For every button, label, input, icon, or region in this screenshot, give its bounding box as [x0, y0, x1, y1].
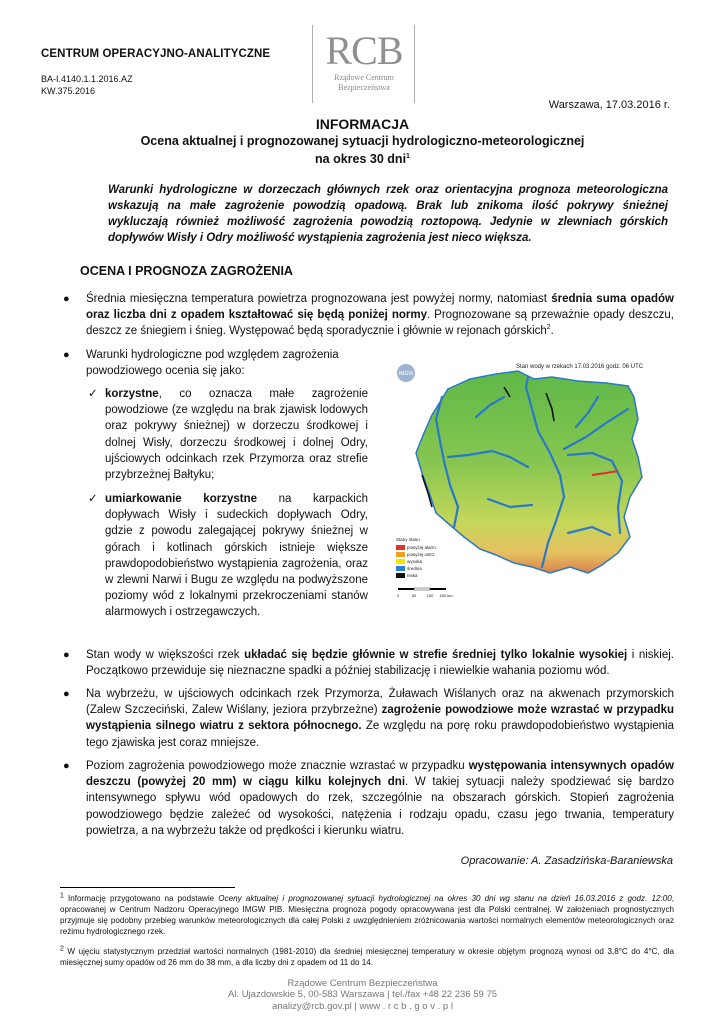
- rcb-logo: [312, 25, 415, 105]
- bullet5-text-c: . W takiej sytuacji należy spodziewać się bardzo intensywnego spływu wód opadowych do rzek, szczególnie na obszarach górskich. Stopień zagrożenia powodziowego będzie zależeć od wysokości, natężenia i rodzaju opadu, czasu jego trwania, temperatury powietrza, a na wybrzeżu także od prędkości i kierunku wiatru.: [86, 776, 674, 837]
- bullet-dot: ●: [63, 760, 70, 772]
- scale-segment-2: [414, 588, 430, 590]
- lead-paragraph: Warunki hydrologiczne w dorzeczach głównych rzek oraz orientacyjna prognoza meteorologiczna wskazują na małe zagrożenie powodzią opadową. Brak lub znikoma ilość pokrywy śnieżnej wykluczają również możliwość zagrożenia powodzią roztopową. Jedynie w zlewniach górskich dopływów Wisły i Odry możliwość wystąpienia zagrożenia jest nieco większa.: [108, 184, 668, 244]
- bullet-hydro-conditions: [63, 347, 366, 379]
- legend-label-medium: średnia: [407, 566, 422, 571]
- footnote-2: [60, 946, 674, 968]
- scale-label-50: 50: [411, 593, 417, 598]
- bullet-intense-rain: [63, 758, 674, 839]
- bullet-water-levels: [63, 647, 674, 679]
- org-name: CENTRUM OPERACYJNO-ANALITYCZNE: [41, 48, 271, 60]
- legend-swatch-high: [396, 559, 405, 564]
- legend-swatch-low: [396, 573, 405, 578]
- doc-subtitle-2-text: na okres 30 dni: [315, 152, 407, 166]
- check-item-favourable: [88, 386, 368, 483]
- logo-sub-1: Rządowe Centrum: [334, 73, 394, 82]
- document-date: Warszawa, 17.03.2016 r.: [548, 99, 670, 111]
- bullet-dot: ●: [63, 649, 70, 661]
- section-title: OCENA I PROGNOZA ZAGROŻENIA: [80, 264, 293, 278]
- bullet4-text-a: Na wybrzeżu, w ujściowych odcinkach rzek Przymorza, Żuławach Wiślanych oraz na akwenach przymorskich (Zalew Szczeciński, Zalew Wiślany, jeziora przybrzeżne): [86, 688, 674, 717]
- legend-swatch-medium: [396, 566, 405, 571]
- bullet3-text-a: Stan wody w większości rzek: [86, 649, 245, 661]
- bullet-dot: ●: [63, 349, 70, 361]
- scale-label-0: 0: [396, 593, 400, 598]
- legend-swatch-alarm: [396, 545, 405, 550]
- logo-letters: [320, 27, 408, 74]
- check1-text: , co oznacza małe zagrożenie powodziowe (ze względu na brak zjawisk lodowych oraz pokrywy śnieżnej) w dorzeczu środkowej i dolnej Wisły, dorzeczu środkowej i dolnej Odry, ujściowych odcinkach rzek Przymorza oraz strefie przybrzeżnej Bałtyku;: [105, 388, 368, 482]
- check2-bold: umiarkowanie korzystne: [105, 493, 257, 505]
- bullet1-text-bold: średnia suma opadów oraz liczba dni z opadem kształtować się będą poniżej normy: [86, 293, 674, 322]
- bullet-dot: ●: [63, 688, 70, 700]
- scale-segment-1: [398, 588, 414, 590]
- footnote-2-text: W ujęciu statystycznym przedział wartości normalnych (1981-2010) dla średniej miesięcznej temperatury w okresie objętym prognozą wynosi od 3,8°C do 4°C, dla miesięcznej sumy opadów od 26 mm do 38 mm, a dla liczby dni z opadem od 11 do 14.: [60, 947, 674, 967]
- footnote-1: [60, 893, 674, 937]
- footnote-2-number: 2: [60, 945, 64, 953]
- ref-line-2: KW.375.2016: [41, 86, 96, 96]
- scale-label-100: 100: [426, 593, 434, 598]
- map-title: Stan wody w rzekach 17.03.2016 godz. 06 UTC: [516, 364, 644, 370]
- legend-label-warning: powyżej ostrz.: [407, 552, 436, 557]
- bullet1-text-c: . Prognozowane są przeważnie opady deszczu, deszcz ze śniegiem i śnieg. Występować będą sporadycznie i głównie w rejonach górskich: [86, 309, 674, 338]
- footnote-ref-1[interactable]: 1: [406, 152, 410, 160]
- footnote-1-text-c: , opracowanej w Centrum Nadzoru Operacyjnego IMGW PIB. Miesięczna prognoza pogody opracowywana jest dla Polski centralnej. W założeniach prognostycznych przyjmuje się podobny przebieg warunków meteorologicznych dla całej Polski z uwzględnieniem zróżnicowania wartości normalnych elementów meteorologicznych oraz reżimu hydrologicznego rzek.: [60, 894, 674, 936]
- bullet-coast: [63, 686, 675, 751]
- check2-text: na karpackich dopływach Wisły i sudeckich dopływach Odry, gdzie z powodu zalegającej pokrywy śnieżnej w górach i kotlinach górskich istnieje większe prawdopodobieństwo wystąpienia zagrożenia, oraz w zlewni Narwi i Bugu ze względu na podwyższone poziomy wód z lokalnymi przekroczeniami stanów alarmowych i ostrzegawczych.: [105, 493, 368, 619]
- doc-title: INFORMACJA: [315, 116, 410, 132]
- legend-label-low: niska: [407, 573, 418, 578]
- bullet5-text-a: Poziom zagrożenia powodziowego może znacznie wzrastać w przypadku: [86, 760, 469, 772]
- checkmark-icon: ✓: [88, 493, 98, 505]
- bullet5-text-bold: występowania intensywnych opadów deszczu (powyżej 20 mm) w ciągu kilku kolejnych dni: [86, 760, 674, 789]
- doc-subtitle-2: [0, 152, 725, 166]
- scale-label-150: 150 km: [439, 593, 453, 598]
- footer-contact[interactable]: analizy@rcb.gov.pl | www . r c b . g o v . p l: [272, 1001, 453, 1012]
- imgw-badge-text: IMGW: [398, 371, 414, 377]
- legend-label-high: wysoka: [407, 559, 423, 564]
- check-item-moderately-favourable: [88, 491, 368, 621]
- check1-bold: korzystne: [105, 388, 159, 400]
- doc-subtitle-1: Ocena aktualnej i prognozowanej sytuacji hydrologiczno-meteorologicznej: [140, 134, 585, 148]
- logo-divider-left: [312, 25, 313, 103]
- bullet3-text-bold: układać się będzie głównie w strefie średniej tylko lokalnie wysokiej: [244, 649, 628, 661]
- logo-letters-text: RCB: [325, 28, 403, 73]
- author-signature: Opracowanie: A. Zasadzińska-Baraniewska: [460, 855, 673, 867]
- checkmark-icon: ✓: [88, 388, 98, 400]
- scale-segment-3: [430, 588, 446, 590]
- footnote-separator: [60, 887, 235, 888]
- legend-swatch-warning: [396, 552, 405, 557]
- bullet2-text: Warunki hydrologiczne pod względem zagrożenia powodziowego ocenia się jako:: [86, 349, 339, 378]
- logo-divider-right: [414, 25, 415, 103]
- bullet-dot: ●: [63, 293, 70, 305]
- footnote-ref-2[interactable]: 2: [546, 324, 551, 332]
- river-water-level-map: [392, 357, 674, 608]
- logo-subtitle: [316, 73, 412, 93]
- reference-numbers: [41, 73, 133, 97]
- logo-sub-2: Bezpieczeństwa: [338, 83, 390, 92]
- bullet-temperature: [63, 291, 674, 340]
- footnote-1-text-a: Informację przygotowano na podstawie: [63, 894, 219, 903]
- legend-label-alarm: powyżej alarm.: [407, 545, 438, 550]
- footnote-1-number: 1: [60, 892, 64, 900]
- ref-line-1: BA-I.4140.1.1.2016.AZ: [41, 74, 133, 84]
- bullet4-text-bold: zagrożenie powodziowe może wzrastać w przypadku wystąpienia silnego wiatru z sektora północnego.: [86, 704, 675, 733]
- footer-address: Al. Ujazdowskie 5, 00-583 Warszawa | tel./fax +48 22 236 59 75: [227, 989, 498, 1000]
- bullet1-text-d: .: [550, 325, 554, 338]
- bullet3-text-c: i niskiej. Początkowo przewiduje się nieznaczne spadki a później stabilizację i niewielkie wahania poziomu wód.: [86, 649, 674, 678]
- footer-org: Rządowe Centrum Bezpieczeństwa: [287, 978, 438, 989]
- legend-title: Stany stanu: [396, 537, 420, 542]
- footnote-1-text-italic: Oceny aktualnej i prognozowanej sytuacji hydrologicznej na okres 30 dni wg stanu na dzień 16.03.2016 z godz. 12:00: [218, 894, 672, 903]
- bullet4-text-c: Ze względu na porę roku prawdopodobieństwo wystąpienia tego zjawiska jest coraz mniejsze.: [86, 720, 674, 749]
- bullet1-text-a: Średnia miesięczna temperatura powietrza prognozowana jest powyżej normy, natomiast: [86, 293, 552, 305]
